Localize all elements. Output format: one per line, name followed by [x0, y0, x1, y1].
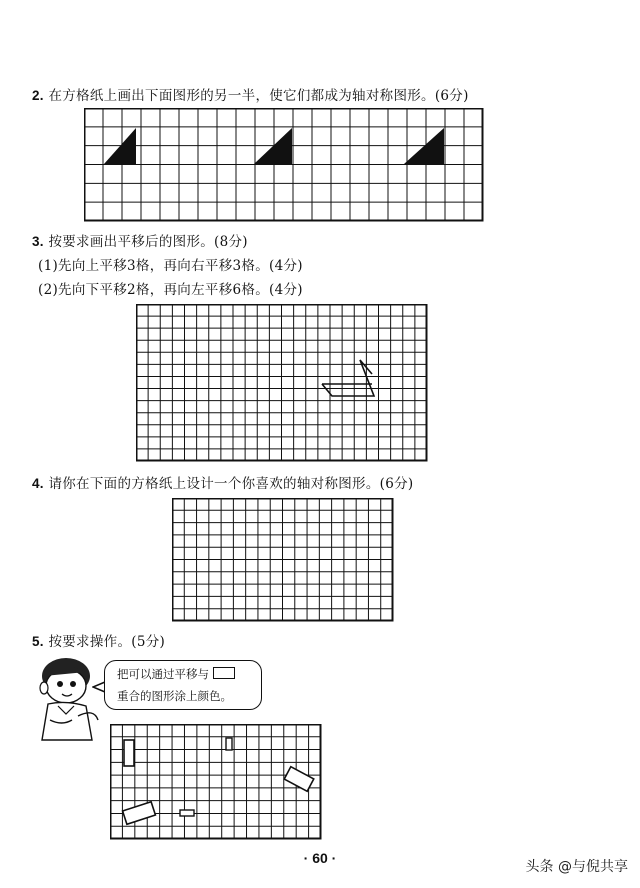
question-number: 3. — [32, 234, 44, 249]
question-number: 5. — [32, 634, 44, 649]
question-3-part-2: (2)先向下平移2格，再向左平移6格。(4分) — [38, 282, 303, 298]
boy-cartoon-icon — [28, 650, 108, 750]
page-number: · 60 · — [303, 850, 337, 866]
shape-small-rect — [226, 738, 232, 750]
grid-translation — [136, 304, 428, 462]
question-3 — [32, 230, 248, 250]
rectangle-icon — [213, 667, 235, 679]
question-text: 按要求操作。(5分) — [48, 634, 166, 650]
speech-bubble — [104, 660, 262, 710]
grid-lines — [84, 108, 483, 221]
question-text: 按要求画出平移后的图形。(8分) — [48, 234, 248, 250]
bubble-line-2: 重合的图形涂上颜色。 — [117, 689, 232, 703]
question-number: 4. — [32, 476, 44, 491]
question-text: 在方格纸上画出下面图形的另一半，使它们都成为轴对称图形。(6分) — [48, 88, 469, 104]
question-2 — [32, 84, 469, 104]
grid-shapes — [110, 724, 322, 840]
question-4 — [32, 472, 413, 492]
shape-flat-rect — [180, 810, 194, 816]
question-5 — [32, 630, 165, 650]
shape-vertical-rect — [124, 740, 134, 766]
grid-design — [172, 498, 394, 622]
question-3-part-1: (1)先向上平移3格，再向右平移3格。(4分) — [38, 258, 303, 274]
question-text: 请你在下面的方格纸上设计一个你喜欢的轴对称图形。(6分) — [48, 476, 414, 492]
bubble-line-1: 把可以通过平移与 — [117, 667, 209, 681]
question-number: 2. — [32, 88, 44, 103]
shape-tilted-rect-2 — [123, 802, 156, 825]
grid-symmetry — [84, 108, 484, 222]
watermark: 头条 @与倪共享 — [525, 859, 628, 875]
grid-lines — [172, 498, 393, 621]
grid-lines — [136, 304, 427, 461]
